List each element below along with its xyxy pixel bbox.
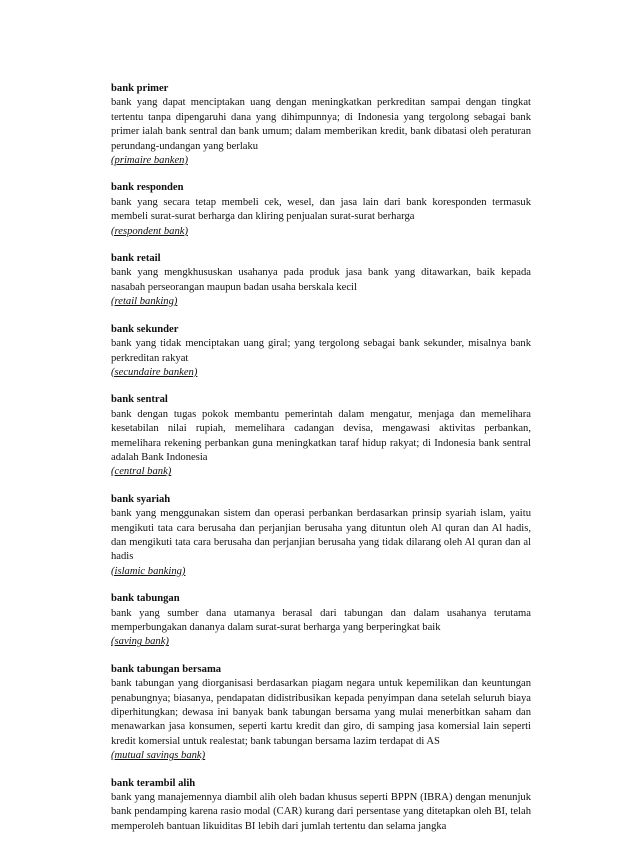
entry-definition: bank yang secara tetap membeli cek, wesel, dan jasa lain dari bank koresponden termasuk membeli surat-surat berharga dan kliring penjualan surat-surat berharga: [111, 196, 531, 223]
entry-definition: bank yang mengkhususkan usahanya pada produk jasa bank yang ditawarkan, baik kepada nasabah perseorangan maupun badan usaha berskala kecil: [111, 267, 531, 293]
glossary-entry: [111, 252, 531, 310]
entry-term: bank retail: [111, 253, 161, 265]
entry-translation: (primaire banken): [111, 155, 188, 167]
entry-term: bank terambil alih: [111, 777, 196, 789]
entry-term: bank primer: [111, 83, 169, 94]
entry-translation: (islamic banking): [111, 565, 186, 577]
entry-definition: bank dengan tugas pokok membantu pemerintah dalam mengatur, menjaga dan memelihara kesetabilan nilai rupiah, memelihara cadangan devisa, mengawasi aktivitas perbankan, memelihara rekening perbankan guna meningkatkan taraf hidup rakyat; di Indonesia bank sentral adalah Bank Indonesia: [111, 408, 531, 463]
glossary-page: [111, 82, 531, 847]
entry-definition: bank yang tidak menciptakan uang giral; yang tergolong sebagai bank sekunder, misalnya bank perkreditan rakyat: [111, 338, 531, 364]
entry-translation: (mutual savings bank): [111, 750, 206, 762]
glossary-entry: [111, 493, 531, 579]
entry-translation: (retail banking): [111, 296, 178, 308]
glossary-entry: [111, 663, 531, 764]
entry-definition: bank yang manajemennya diambil alih oleh badan khusus seperti BPPN (IBRA) dengan menunjuk bank pendamping karena rasio modal (CAR) kurang dari persentase yang ditetapkan oleh BI, telah memperoleh bantuan likuiditas BI lebih dari jumlah tertentu dan selama jangka: [111, 792, 531, 832]
entry-definition: bank yang dapat menciptakan uang dengan meningkatkan perkreditan sampai dengan tingkat tertentu tanpa dipengaruhi dana yang dihimpunnya; di Indonesia yang tergolong sebagai bank primer ialah bank sentral dan bank umum; dalam memberikan kredit, bank dibatasi oleh peraturan perundang-undangan yang berlaku: [111, 97, 531, 152]
entry-term: bank tabungan bersama: [111, 663, 222, 675]
entry-translation: (respondent bank): [111, 225, 188, 237]
glossary-entry: [111, 323, 531, 381]
entry-translation: (central bank): [111, 466, 172, 478]
glossary-entry: [111, 393, 531, 479]
entry-term: bank tabungan: [111, 593, 180, 605]
entry-translation: (secundaire banken): [111, 366, 198, 378]
entry-definition: bank tabungan yang diorganisasi berdasarkan piagam negara untuk kepemilikan dan keuntungan penabungnya; biasanya, pendapatan didistribusikan kepada penyimpan dana setelah seluruh biaya diperhitungkan; dewasa ini banyak bank tabungan bersama yang mulai menerbitkan saham dan menawarkan jasa konsumen, seperti kartu kredit dan giro, di samping jasa komersial lain seperti kredit komersial untuk realestat; bank tabungan bersama lazim terdapat di AS: [111, 678, 531, 747]
entry-translation: (saving bank): [111, 636, 169, 648]
entry-term: bank sentral: [111, 394, 168, 406]
entry-term: bank syariah: [111, 493, 171, 505]
entry-term: bank sekunder: [111, 323, 179, 335]
entry-definition: bank yang menggunakan sistem dan operasi perbankan berdasarkan prinsip syariah islam, yaitu mengikuti tata cara berusaha dan perjanjian berusaha yang dituntun oleh Al quran dan Al hadis, dan mengikuti tata cara berusaha dan perjanjian berusaha yang tidak dilarang oleh Al quran dan al hadis: [111, 508, 531, 563]
glossary-entry: [111, 82, 531, 168]
glossary-entry: [111, 592, 531, 650]
glossary-entry: [111, 181, 531, 239]
entry-definition: bank yang sumber dana utamanya berasal dari tabungan dan dalam usahanya terutama memperbungakan dananya dalam surat-surat berharga yang berperingkat baik: [111, 607, 531, 633]
entry-term: bank responden: [111, 182, 184, 194]
